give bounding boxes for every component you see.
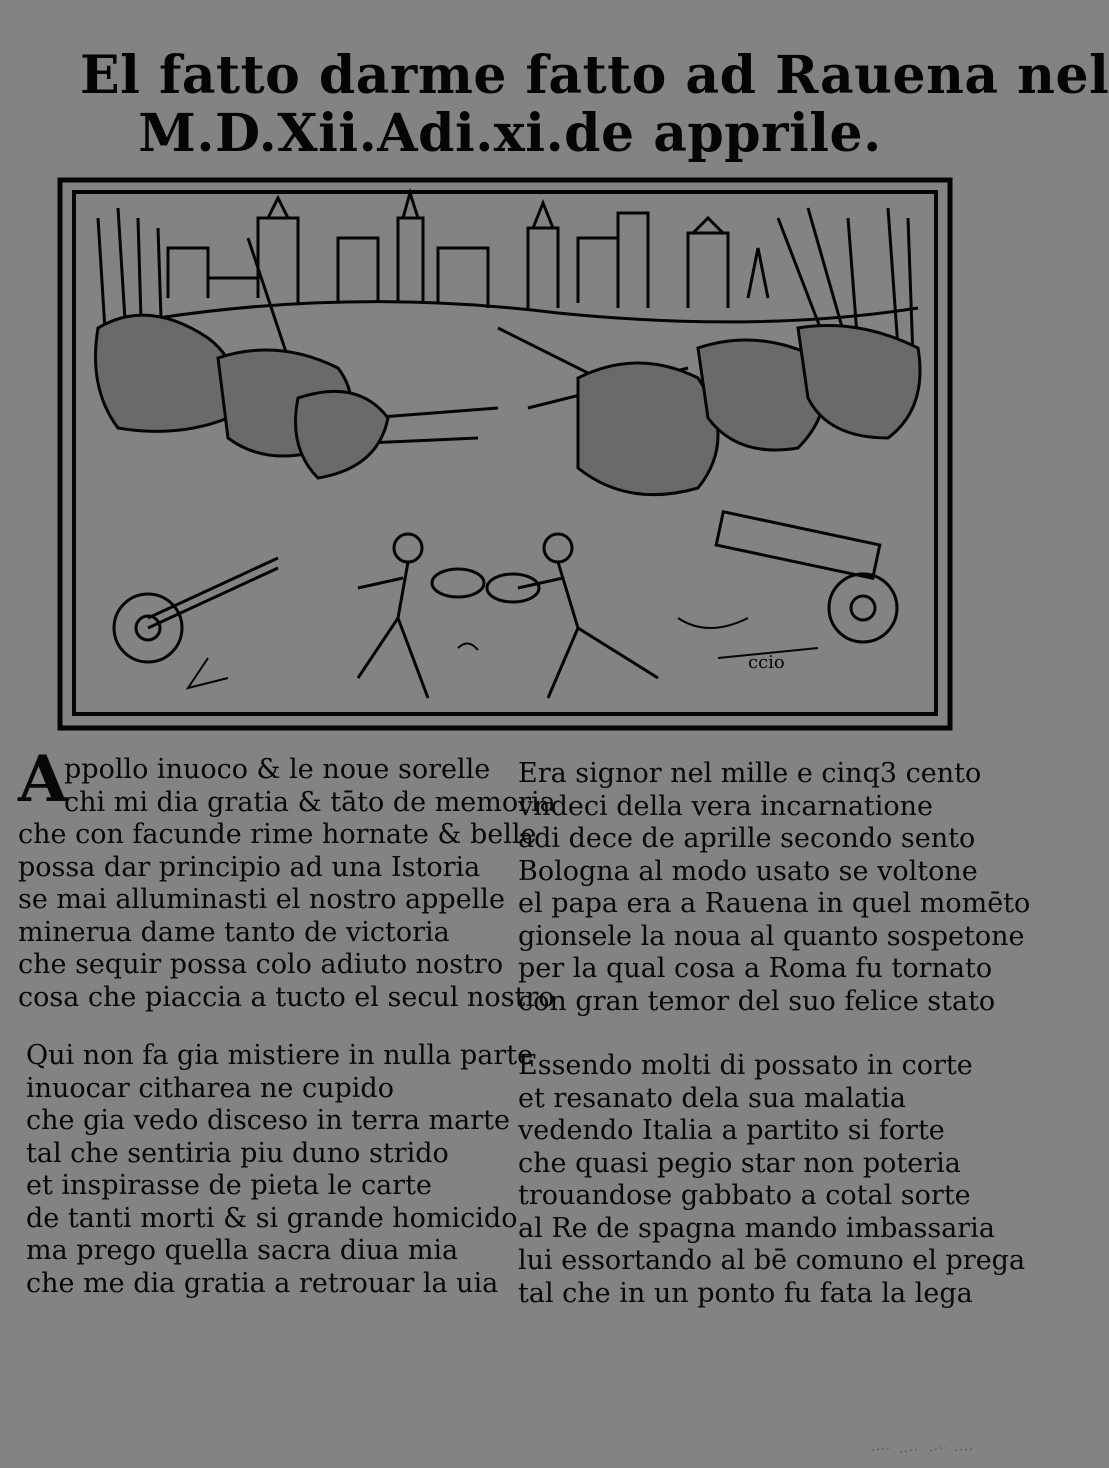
verse-line: possa dar principio ad una Istoria	[18, 851, 481, 883]
verse-line: tal che sentiria piu duno strido	[26, 1137, 449, 1169]
verse-line: Bologna al modo usato se voltone	[518, 855, 978, 887]
woodcut-outer-frame	[60, 180, 950, 728]
verse-line: chi mi dia gratia & tāto de memoria	[64, 786, 556, 818]
drop-cap-initial: A	[18, 742, 68, 817]
right-cavalry	[578, 326, 920, 495]
verse-line: che sequir possa colo adiuto nostro	[18, 949, 504, 980]
verse-line: ppollo inuoco & le noue sorelle	[64, 754, 491, 785]
verse-line: al Re de spagna mando imbassaria	[518, 1212, 995, 1244]
stanza-2	[518, 758, 1030, 1018]
verse-line: minerua dame tanto de victoria	[18, 916, 450, 948]
stanza-1	[18, 742, 556, 1014]
woodcut-banner-text: ccio	[748, 652, 785, 673]
verse-line: cosa che piaccia a tucto el secul nostro	[18, 981, 555, 1013]
verse-line: el papa era a Rauena in quel momēto	[518, 888, 1031, 919]
verse-line: inuocar citharea ne cupido	[26, 1072, 394, 1104]
stanza-4	[518, 1050, 1025, 1310]
verse-line: vndeci della vera incarnatione	[518, 790, 934, 822]
right-cannon	[716, 512, 897, 642]
verse-line: gionsele la noua al quanto sospetone	[518, 920, 1025, 952]
verse-line: lui essortando al bē comuno el prega	[518, 1245, 1026, 1276]
verse-line: vedendo Italia a partito si forte	[518, 1115, 945, 1146]
ground-debris	[188, 618, 818, 688]
foot-soldier-right	[487, 534, 658, 698]
verse-line: che me dia gratia a retrouar la uia	[26, 1267, 499, 1299]
left-cavalry	[96, 315, 389, 478]
verse-line: trouandose gabbato a cotal sorte	[518, 1180, 971, 1211]
left-cannon	[114, 558, 278, 662]
woodcut-inner-frame	[74, 192, 936, 714]
title-line-2: M.D.Xii.Adi.xi.de apprile.	[138, 103, 882, 164]
verse-line: che quasi pegio star non poteria	[518, 1147, 961, 1179]
verse-line: Essendo molti di possato in corte	[518, 1050, 973, 1081]
paper-speckle-mark	[870, 1440, 980, 1458]
verse-line: che con facunde rime hornate & belle	[18, 819, 537, 850]
verse-line: Era signor nel mille e cinq3 cento	[518, 758, 982, 789]
battle-woodcut-illustration	[58, 178, 952, 730]
foot-soldier-left	[358, 534, 484, 698]
verse-line: per la qual cosa a Roma fu tornato	[518, 953, 993, 984]
verse-line: et resanato dela sua malatia	[518, 1082, 906, 1114]
verse-line: et inspirasse de pieta le carte	[26, 1170, 432, 1201]
verse-line: Qui non fa gia mistiere in nulla parte	[26, 1040, 534, 1071]
verse-line: se mai alluminasti el nostro appelle	[18, 884, 505, 915]
verse-line: ma prego quella sacra diua mia	[26, 1235, 459, 1266]
city-skyline	[158, 193, 918, 322]
verse-line: adi dece de aprille secondo sento	[518, 823, 976, 854]
verse-line: tal che in un ponto fu fata la lega	[518, 1277, 973, 1309]
verse-line: de tanti morti & si grande homicido	[26, 1202, 518, 1234]
verse-line: con gran temor del suo felice stato	[518, 985, 996, 1017]
verse-line: che gia vedo disceso in terra marte	[26, 1105, 510, 1136]
title-line-1: El fatto darme fatto ad Rauena nel	[80, 45, 1109, 106]
stanza-3	[26, 1040, 533, 1300]
